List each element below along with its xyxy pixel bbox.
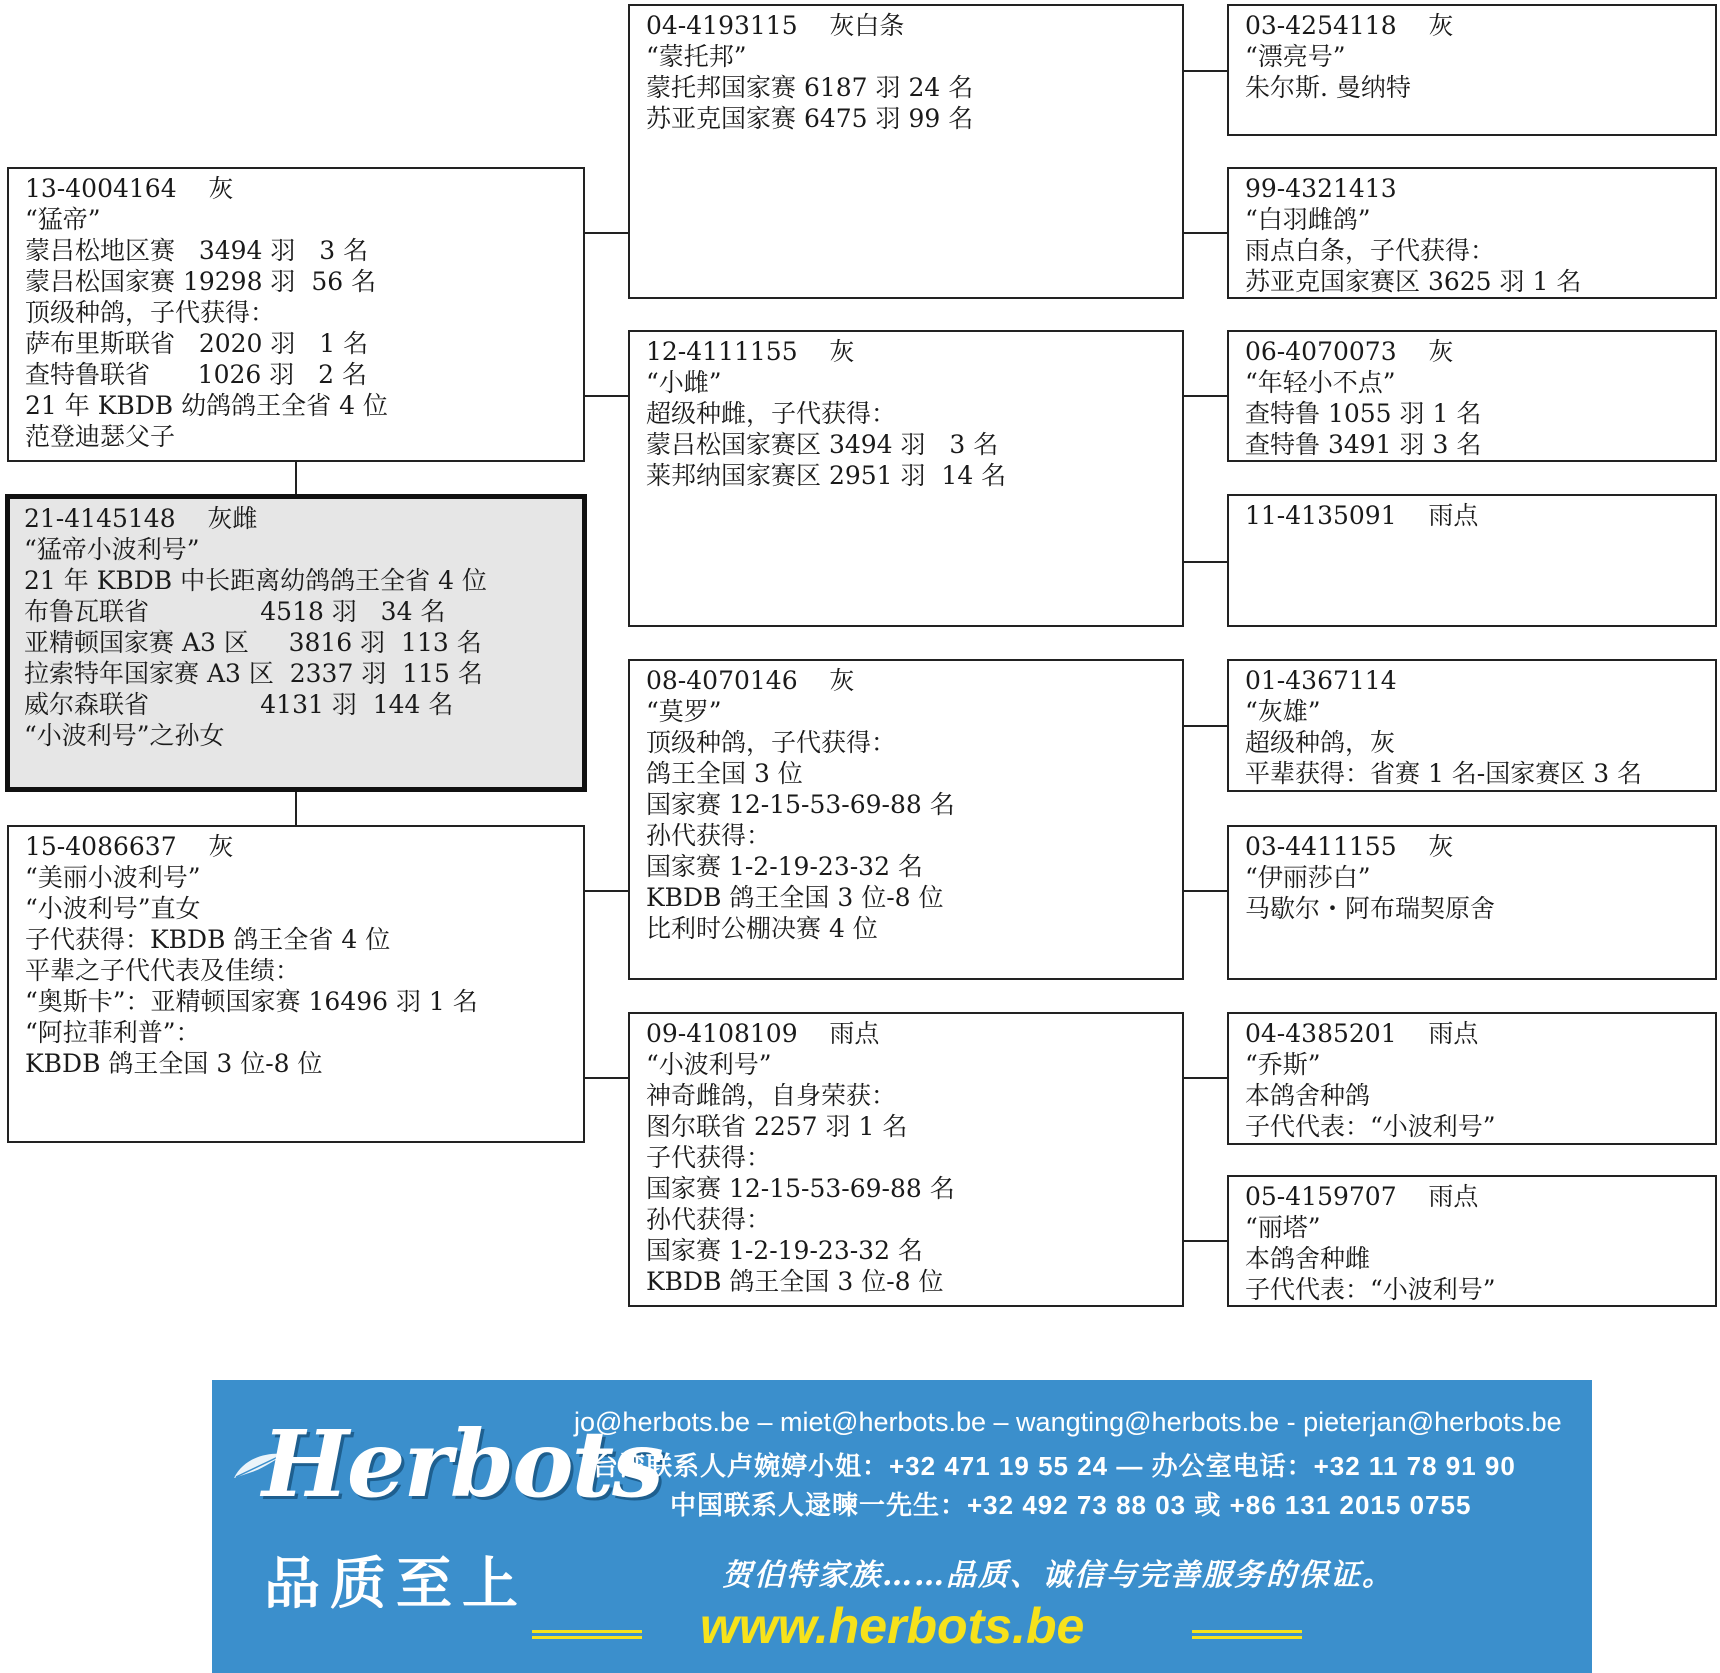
great-grandparent-1-card bbox=[1227, 4, 1717, 136]
connector bbox=[295, 461, 297, 494]
decor-line-left bbox=[532, 1630, 642, 1633]
connector bbox=[584, 232, 629, 234]
great-grandparent-3-details bbox=[1245, 367, 1705, 460]
detail-line: 21 年 KBDB 幼鸽鸽王全省 4 位 bbox=[25, 391, 388, 420]
granddam-paternal-details bbox=[646, 367, 1172, 491]
herbots-banner bbox=[212, 1380, 1592, 1673]
grandsire-maternal-details bbox=[646, 696, 1172, 944]
detail-line: KBDB 鸽王全国 3 位-8 位 bbox=[646, 883, 944, 912]
detail-line: 本鸽舍种雌 bbox=[1245, 1244, 1371, 1273]
detail-line: 查特鲁 3491 羽 3 名 bbox=[1245, 430, 1482, 459]
connector bbox=[1183, 561, 1228, 563]
detail-line: “莫罗” bbox=[646, 697, 722, 726]
detail-line: 神奇雌鸽，自身荣获： bbox=[646, 1081, 897, 1110]
detail-line: KBDB 鸽王全国 3 位-8 位 bbox=[646, 1267, 944, 1296]
tagline: 品质至上 bbox=[264, 1552, 528, 1617]
detail-line: “小波利号”直女 bbox=[25, 894, 201, 923]
dam-card bbox=[7, 825, 585, 1143]
great-grandparent-7-card bbox=[1227, 1012, 1717, 1145]
detail-line: 蒙吕松地区赛 3494 羽 3 名 bbox=[25, 236, 369, 265]
great-grandparent-7-header: 04-4385201 雨点 bbox=[1245, 1019, 1479, 1048]
detail-line: 孙代获得： bbox=[646, 1205, 772, 1234]
great-grandparent-6-header: 03-4411155 灰 bbox=[1245, 832, 1454, 861]
great-grandparent-3-header: 06-4070073 灰 bbox=[1245, 337, 1454, 366]
detail-line: 范登迪瑟父子 bbox=[25, 422, 176, 451]
sire-header: 13-4004164 灰 bbox=[25, 174, 234, 203]
contact-china: 中国联系人逯暕一先生：+32 492 73 88 03 或 +86 131 2015 0755 bbox=[670, 1490, 1472, 1520]
subject-card bbox=[5, 494, 587, 792]
detail-line: 朱尔斯. 曼纳特 bbox=[1245, 73, 1411, 102]
detail-line: 超级种雌，子代获得： bbox=[646, 399, 897, 428]
detail-line: 蒙吕松国家赛区 3494 羽 3 名 bbox=[646, 430, 999, 459]
detail-line: 鸽王全国 3 位 bbox=[646, 759, 803, 788]
detail-line: 21 年 KBDB 中长距离幼鸽鸽王全省 4 位 bbox=[24, 566, 487, 595]
connector bbox=[1183, 395, 1228, 397]
great-grandparent-6-details bbox=[1245, 862, 1705, 924]
detail-line: 子代获得：KBDB 鸽王全省 4 位 bbox=[25, 925, 391, 954]
detail-line: “白羽雌鸽” bbox=[1245, 205, 1371, 234]
connector bbox=[1183, 232, 1228, 234]
detail-line: “奥斯卡”：亚精顿国家赛 16496 羽 1 名 bbox=[25, 987, 478, 1016]
decor-line-left-2 bbox=[532, 1636, 642, 1639]
detail-line: 查特鲁 1055 羽 1 名 bbox=[1245, 399, 1482, 428]
detail-line: “阿拉菲利普”： bbox=[25, 1018, 201, 1047]
detail-line: 莱邦纳国家赛区 2951 羽 14 名 bbox=[646, 461, 1007, 490]
great-grandparent-2-card bbox=[1227, 167, 1717, 299]
slogan: 贺伯特家族……品质、诚信与完善服务的保证。 bbox=[722, 1558, 1394, 1593]
great-grandparent-2-header: 99-4321413 bbox=[1245, 174, 1397, 203]
granddam-paternal-card bbox=[628, 330, 1184, 627]
detail-line: 子代代表：“小波利号” bbox=[1245, 1275, 1496, 1304]
detail-line: 国家赛 12-15-53-69-88 名 bbox=[646, 1174, 955, 1203]
detail-line: 国家赛 1-2-19-23-32 名 bbox=[646, 1236, 923, 1265]
grandsire-paternal-header: 04-4193115 灰白条 bbox=[646, 11, 905, 40]
detail-line: “小雌” bbox=[646, 368, 722, 397]
great-grandparent-5-details bbox=[1245, 696, 1705, 789]
detail-line: 布鲁瓦联省 4518 羽 34 名 bbox=[24, 597, 446, 626]
detail-line: 孙代获得： bbox=[646, 821, 772, 850]
great-grandparent-8-card bbox=[1227, 1175, 1717, 1307]
great-grandparent-4-header: 11-4135091 雨点 bbox=[1245, 501, 1479, 530]
granddam-maternal-details bbox=[646, 1049, 1172, 1297]
detail-line: 超级种鸽，灰 bbox=[1245, 728, 1396, 757]
great-grandparent-1-details bbox=[1245, 41, 1705, 103]
detail-line: 顶级种鸽，子代获得： bbox=[646, 728, 897, 757]
detail-line: 拉索特年国家赛 A3 区 2337 羽 115 名 bbox=[24, 659, 483, 688]
detail-line: “美丽小波利号” bbox=[25, 863, 201, 892]
great-grandparent-3-card bbox=[1227, 330, 1717, 462]
decor-line-right-2 bbox=[1192, 1636, 1302, 1639]
detail-line: 国家赛 12-15-53-69-88 名 bbox=[646, 790, 955, 819]
detail-line: 亚精顿国家赛 A3 区 3816 羽 113 名 bbox=[24, 628, 482, 657]
granddam-maternal-header: 09-4108109 雨点 bbox=[646, 1019, 880, 1048]
grandsire-paternal-details bbox=[646, 41, 1172, 134]
grandsire-maternal-card bbox=[628, 659, 1184, 980]
detail-line: “小波利号”之孙女 bbox=[24, 721, 225, 750]
grandsire-maternal-header: 08-4070146 灰 bbox=[646, 666, 855, 695]
detail-line: 蒙托邦国家赛 6187 羽 24 名 bbox=[646, 73, 974, 102]
detail-line: “小波利号” bbox=[646, 1050, 772, 1079]
detail-line: 平辈获得：省赛 1 名-国家赛区 3 名 bbox=[1245, 759, 1643, 788]
detail-line: 威尔森联省 4131 羽 144 名 bbox=[24, 690, 454, 719]
connector bbox=[1183, 1077, 1228, 1079]
detail-line: 雨点白条，子代获得： bbox=[1245, 236, 1496, 265]
detail-line: 子代代表：“小波利号” bbox=[1245, 1112, 1496, 1141]
detail-line: 子代获得： bbox=[646, 1143, 772, 1172]
contact-emails: jo@herbots.be – miet@herbots.be – wangting@herbots.be - pieterjan@herbots.be bbox=[574, 1407, 1562, 1437]
granddam-paternal-header: 12-4111155 灰 bbox=[646, 337, 855, 366]
great-grandparent-4-card bbox=[1227, 494, 1717, 627]
detail-line: 顶级种鸽，子代获得： bbox=[25, 298, 276, 327]
detail-line: “漂亮号” bbox=[1245, 42, 1346, 71]
subject-header: 21-4145148 灰雌 bbox=[24, 504, 258, 533]
grandsire-paternal-card bbox=[628, 4, 1184, 299]
connector bbox=[295, 790, 297, 825]
sire-card bbox=[7, 167, 585, 462]
dam-header: 15-4086637 灰 bbox=[25, 832, 234, 861]
connector bbox=[1183, 725, 1228, 727]
detail-line: 平辈之子代代表及佳绩： bbox=[25, 956, 301, 985]
detail-line: “年轻小不点” bbox=[1245, 368, 1396, 397]
detail-line: 苏亚克国家赛 6475 羽 99 名 bbox=[646, 104, 974, 133]
great-grandparent-7-details bbox=[1245, 1049, 1705, 1142]
detail-line: 国家赛 1-2-19-23-32 名 bbox=[646, 852, 923, 881]
herbots-logo: Herbots bbox=[262, 1410, 662, 1518]
connector bbox=[584, 1077, 629, 1079]
great-grandparent-2-details bbox=[1245, 204, 1705, 297]
detail-line: “丽塔” bbox=[1245, 1213, 1321, 1242]
detail-line: 图尔联省 2257 羽 1 名 bbox=[646, 1112, 908, 1141]
great-grandparent-8-header: 05-4159707 雨点 bbox=[1245, 1182, 1479, 1211]
decor-line-right bbox=[1192, 1630, 1302, 1633]
contact-taiwan: 台湾联系人卢婉婷小姐：+32 471 19 55 24 — 办公室电话：+32 11 78 91 90 bbox=[592, 1451, 1516, 1481]
detail-line: “乔斯” bbox=[1245, 1050, 1321, 1079]
sire-details bbox=[25, 204, 573, 452]
detail-line: 比利时公棚决赛 4 位 bbox=[646, 914, 878, 943]
detail-line: “蒙托邦” bbox=[646, 42, 747, 71]
great-grandparent-6-card bbox=[1227, 825, 1717, 980]
connector bbox=[1183, 1240, 1228, 1242]
connector bbox=[584, 395, 629, 397]
subject-details bbox=[24, 534, 572, 751]
detail-line: 查特鲁联省 1026 羽 2 名 bbox=[25, 360, 367, 389]
detail-line: “伊丽莎白” bbox=[1245, 863, 1371, 892]
great-grandparent-1-header: 03-4254118 灰 bbox=[1245, 11, 1454, 40]
detail-line: 马歇尔・阿布瑞契原舍 bbox=[1245, 894, 1496, 923]
detail-line: “灰雄” bbox=[1245, 697, 1321, 726]
granddam-maternal-card bbox=[628, 1012, 1184, 1307]
connector bbox=[584, 890, 629, 892]
great-grandparent-8-details bbox=[1245, 1212, 1705, 1305]
detail-line: 本鸽舍种鸽 bbox=[1245, 1081, 1371, 1110]
great-grandparent-5-header: 01-4367114 bbox=[1245, 666, 1397, 695]
great-grandparent-5-card bbox=[1227, 659, 1717, 792]
detail-line: 苏亚克国家赛区 3625 羽 1 名 bbox=[1245, 267, 1582, 296]
website-link[interactable]: www.herbots.be bbox=[700, 1598, 1085, 1654]
detail-line: 蒙吕松国家赛 19298 羽 56 名 bbox=[25, 267, 377, 296]
detail-line: 萨布里斯联省 2020 羽 1 名 bbox=[25, 329, 369, 358]
detail-line: “猛帝” bbox=[25, 205, 101, 234]
connector bbox=[1183, 70, 1228, 72]
dam-details bbox=[25, 862, 573, 1079]
connector bbox=[1183, 890, 1228, 892]
detail-line: “猛帝小波利号” bbox=[24, 535, 200, 564]
detail-line: KBDB 鸽王全国 3 位-8 位 bbox=[25, 1049, 323, 1078]
